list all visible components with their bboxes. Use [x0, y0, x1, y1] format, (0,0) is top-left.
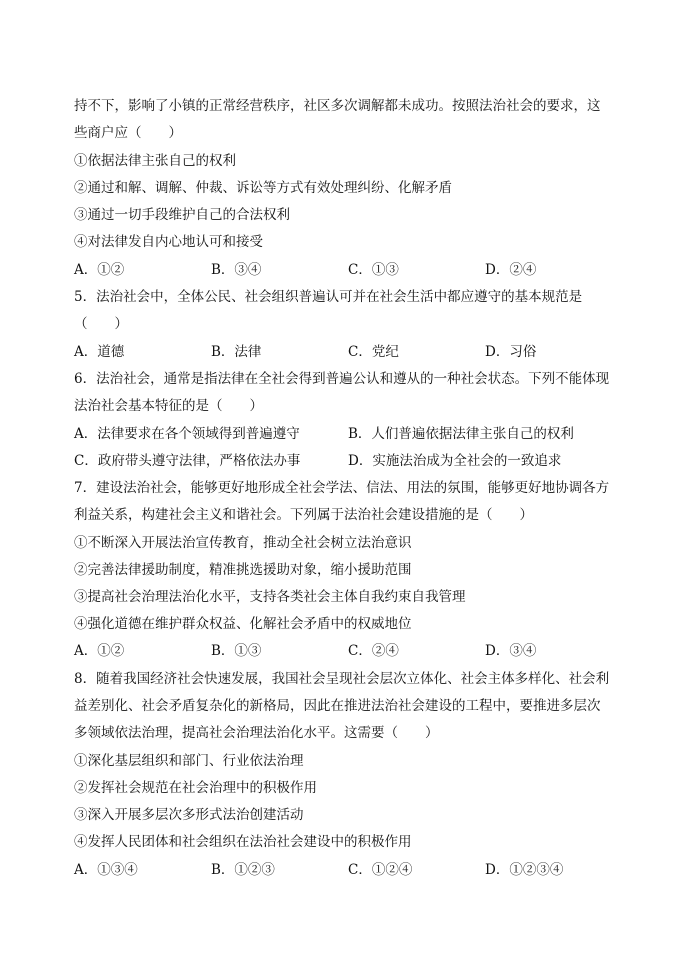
q7-stem-line-2: 利益关系，构建社会主义和谐社会。下列属于法治社会建设措施的是（ ）	[74, 507, 533, 523]
q8-item-2: ②发挥社会规范在社会治理中的积极作用	[74, 780, 317, 796]
q8-option-c: C．①②④	[348, 862, 413, 878]
q4-option-c: C．①③	[348, 262, 399, 278]
q8-item-4: ④发挥人民团体和社会组织在法治社会建设中的积极作用	[74, 834, 412, 850]
q8-option-b: B．①②③	[211, 862, 275, 878]
q6-option-d: D．实施法治成为全社会的一致追求	[348, 453, 562, 469]
q5-stem-line-1: 5．法治社会中，全体公民、社会组织普遍认可并在社会生活中都应遵守的基本规范是	[74, 289, 583, 305]
q8-stem-line-1: 8．随着我国经济社会快速发展，我国社会呈现社会层次立体化、社会主体多样化、社会利	[74, 671, 610, 687]
q6-option-b: B．人们普遍依据法律主张自己的权利	[348, 426, 574, 442]
q7-option-b: B．①③	[211, 643, 262, 659]
q6-stem-line-1: 6．法治社会，通常是指法律在全社会得到普遍公认和遵从的一种社会状态。下列不能体现	[74, 371, 610, 387]
q7-item-1: ①不断深入开展法治宣传教育，推动全社会树立法治意识	[74, 535, 412, 551]
q7-item-2: ②完善法律援助制度，精准挑选援助对象，缩小援助范围	[74, 562, 412, 578]
q7-item-4: ④强化道德在维护群众权益、化解社会矛盾中的权威地位	[74, 616, 412, 632]
q8-stem-line-2: 益差别化、社会矛盾复杂化的新格局，因此在推进法治社会建设的工程中，要推进多层次	[74, 698, 601, 714]
q4-option-b: B．③④	[211, 262, 262, 278]
q8-option-a: A．①③④	[74, 862, 138, 878]
q7-option-a: A．①②	[74, 643, 125, 659]
q5-option-b: B．法律	[211, 344, 262, 360]
q4-option-a: A．①②	[74, 262, 125, 278]
q4-item-2: ②通过和解、调解、仲裁、诉讼等方式有效处理纠纷、化解矛盾	[74, 180, 452, 196]
q6-stem-line-2: 法治社会基本特征的是（ ）	[74, 398, 263, 414]
q7-option-c: C．②④	[348, 643, 399, 659]
q5-stem-line-2: （ ）	[74, 316, 128, 332]
q8-item-3: ③深入开展多层次多形式法治创建活动	[74, 807, 304, 823]
q4-item-1: ①依据法律主张自己的权利	[74, 153, 236, 169]
q8-option-d: D．①②③④	[485, 862, 564, 878]
q5-option-d: D．习俗	[485, 344, 537, 360]
q4-stem-line-1: 持不下，影响了小镇的正常经营秩序，社区多次调解都未成功。按照法治社会的要求，这	[74, 98, 601, 114]
q8-stem-line-3: 多领域依法治理，提高社会治理法治化水平。这需要（ ）	[74, 725, 439, 741]
q7-option-d: D．③④	[485, 643, 537, 659]
q8-item-1: ①深化基层组织和部门、行业依法治理	[74, 753, 304, 769]
q6-option-a: A．法律要求在各个领域得到普遍遵守	[74, 426, 300, 442]
q6-option-c: C．政府带头遵守法律，严格依法办事	[74, 453, 301, 469]
q5-option-a: A．道德	[74, 344, 125, 360]
q4-item-3: ③通过一切手段维护自己的合法权利	[74, 207, 290, 223]
q5-option-c: C．党纪	[348, 344, 399, 360]
q7-item-3: ③提高社会治理法治化水平，支持各类社会主体自我约束自我管理	[74, 589, 466, 605]
q7-stem-line-1: 7．建设法治社会，能够更好地形成全社会学法、信法、用法的氛围，能够更好地协调各方	[74, 480, 610, 496]
q4-option-d: D．②④	[485, 262, 537, 278]
q4-stem-line-2: 些商户应（ ）	[74, 125, 182, 141]
q4-item-4: ④对法律发自内心地认可和接受	[74, 234, 263, 250]
